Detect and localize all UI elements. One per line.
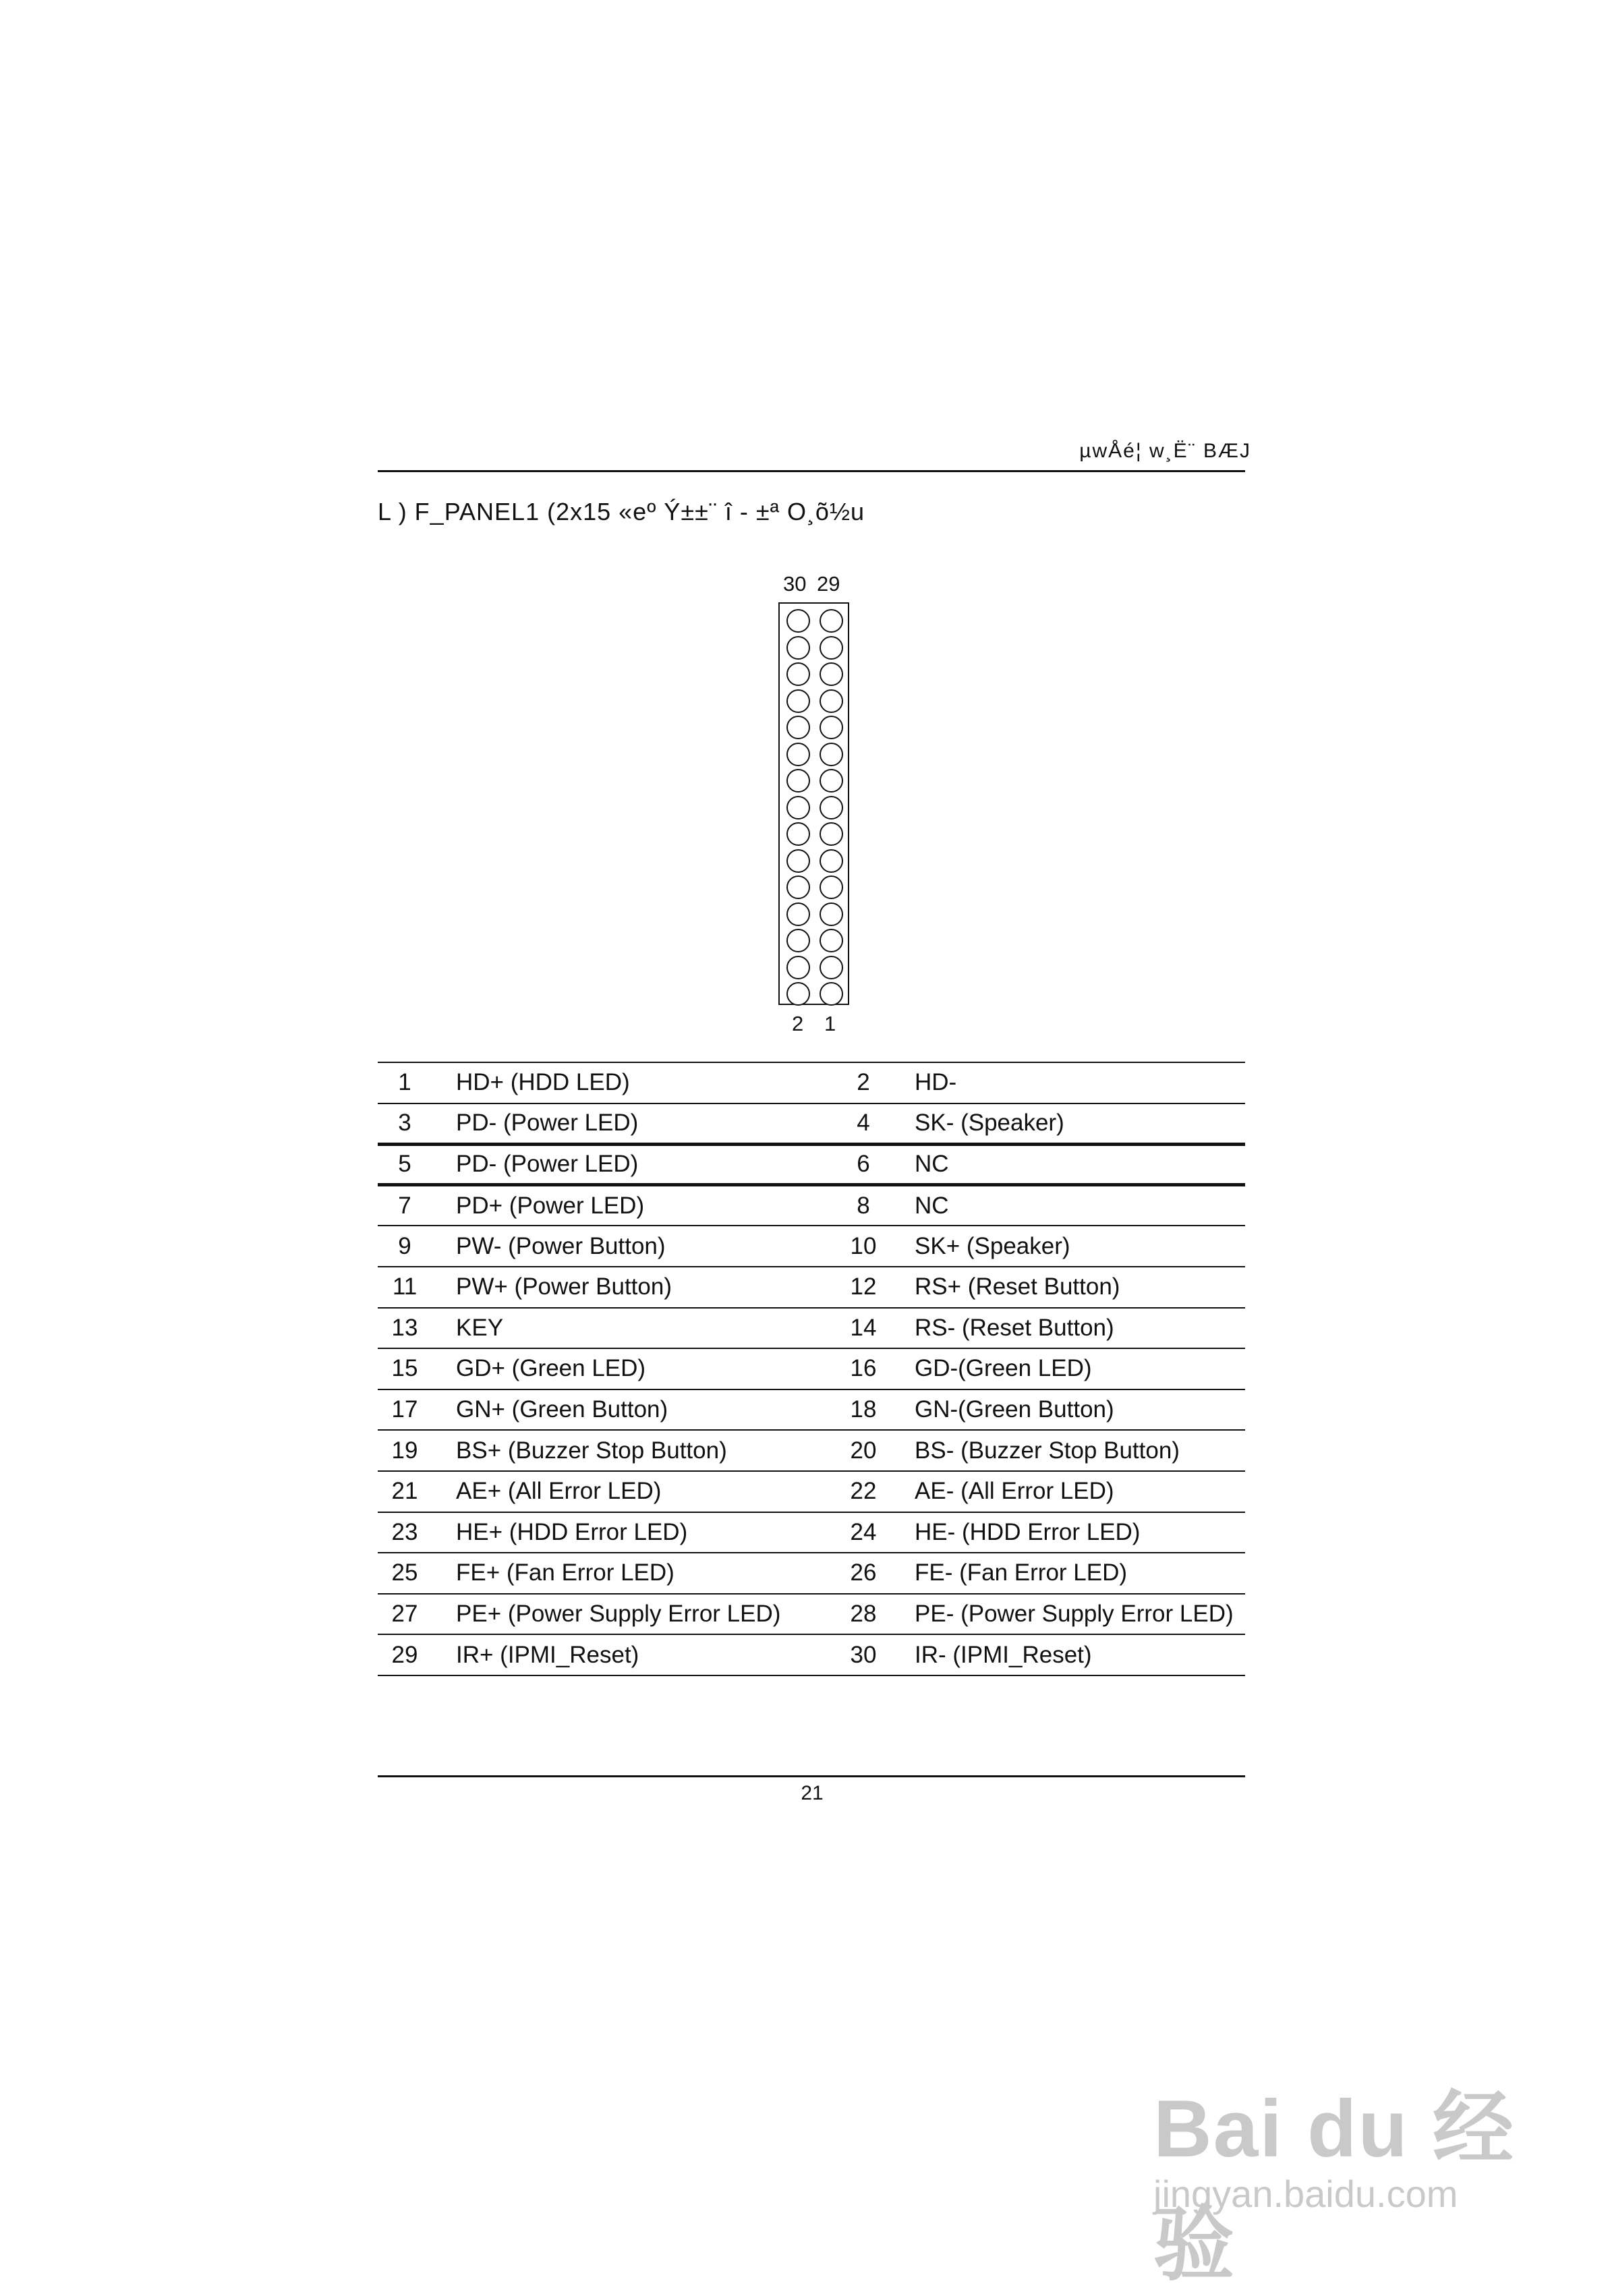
pin-assignment-table bbox=[378, 1062, 1245, 1676]
connector-pin bbox=[786, 743, 810, 766]
pin-description: HD+ (HDD LED) bbox=[432, 1062, 827, 1103]
connector-pin bbox=[786, 902, 810, 926]
table-row bbox=[378, 1103, 1245, 1145]
pin-description: GN+ (Green Button) bbox=[432, 1389, 827, 1431]
connector-pin bbox=[820, 716, 843, 739]
watermark-url: jingyan.baidu.com bbox=[1153, 2173, 1458, 2215]
pin-number: 18 bbox=[827, 1389, 900, 1431]
pin-number: 13 bbox=[378, 1308, 432, 1349]
connector-pin bbox=[820, 902, 843, 926]
connector-pin bbox=[820, 982, 843, 1006]
table-row bbox=[378, 1267, 1245, 1308]
table-row bbox=[378, 1594, 1245, 1635]
connector-pin bbox=[786, 716, 810, 739]
connector-pin bbox=[820, 609, 843, 633]
table-row bbox=[378, 1471, 1245, 1512]
pin-description: PD+ (Power LED) bbox=[432, 1185, 827, 1226]
pin-description: BS- (Buzzer Stop Button) bbox=[900, 1430, 1245, 1471]
pin-description: GN-(Green Button) bbox=[900, 1389, 1245, 1431]
pin-description: PW- (Power Button) bbox=[432, 1226, 827, 1267]
connector-pin bbox=[820, 876, 843, 899]
connector-pin bbox=[786, 636, 810, 660]
pin-description: RS+ (Reset Button) bbox=[900, 1267, 1245, 1308]
header-rule bbox=[378, 470, 1245, 472]
pin-label-1: 1 bbox=[824, 1012, 836, 1035]
table-row bbox=[378, 1185, 1245, 1226]
table-row bbox=[378, 1512, 1245, 1553]
connector-pin bbox=[786, 956, 810, 979]
connector-pin bbox=[820, 849, 843, 873]
pin-number: 12 bbox=[827, 1267, 900, 1308]
header-chapter-title: µwÅé¦ w¸Ë¨ BÆJ bbox=[1079, 440, 1251, 462]
pin-number: 8 bbox=[827, 1185, 900, 1226]
pin-number: 29 bbox=[378, 1634, 432, 1675]
pin-label-2: 2 bbox=[792, 1012, 804, 1035]
pin-description: PD- (Power LED) bbox=[432, 1103, 827, 1145]
connector-pin bbox=[786, 689, 810, 713]
pin-number: 15 bbox=[378, 1348, 432, 1389]
connector-pin bbox=[786, 876, 810, 899]
pin-description: AE- (All Error LED) bbox=[900, 1471, 1245, 1512]
table-row bbox=[378, 1144, 1245, 1185]
pin-number: 28 bbox=[827, 1594, 900, 1635]
f-panel-connector bbox=[778, 602, 849, 1005]
pin-number: 2 bbox=[827, 1062, 900, 1103]
pin-number: 21 bbox=[378, 1471, 432, 1512]
pin-description: GD+ (Green LED) bbox=[432, 1348, 827, 1389]
connector-pin bbox=[786, 822, 810, 846]
pin-number: 3 bbox=[378, 1103, 432, 1145]
pin-number: 24 bbox=[827, 1512, 900, 1553]
pin-description: IR+ (IPMI_Reset) bbox=[432, 1634, 827, 1675]
footer-rule bbox=[378, 1775, 1245, 1777]
pin-number: 9 bbox=[378, 1226, 432, 1267]
pin-description: GD-(Green LED) bbox=[900, 1348, 1245, 1389]
pin-description: KEY bbox=[432, 1308, 827, 1349]
pin-description: BS+ (Buzzer Stop Button) bbox=[432, 1430, 827, 1471]
pin-number: 30 bbox=[827, 1634, 900, 1675]
watermark-logo: Bai du 经验 bbox=[1153, 2084, 1516, 2290]
pin-description: PW+ (Power Button) bbox=[432, 1267, 827, 1308]
connector-pin bbox=[820, 689, 843, 713]
pin-number: 27 bbox=[378, 1594, 432, 1635]
section-title: L ) F_PANEL1 (2x15 «eº Ý±±¨ î - ±ª O¸õ½u bbox=[378, 498, 865, 525]
pin-description: NC bbox=[900, 1144, 1245, 1185]
table-row bbox=[378, 1308, 1245, 1349]
pin-number: 23 bbox=[378, 1512, 432, 1553]
connector-pin bbox=[820, 769, 843, 793]
pin-number: 10 bbox=[827, 1226, 900, 1267]
table-row bbox=[378, 1348, 1245, 1389]
page-number: 21 bbox=[801, 1782, 824, 1804]
pin-number: 16 bbox=[827, 1348, 900, 1389]
connector-pin bbox=[786, 609, 810, 633]
table-row bbox=[378, 1389, 1245, 1431]
pin-number: 26 bbox=[827, 1553, 900, 1594]
connector-pin bbox=[786, 662, 810, 686]
pin-description: PE+ (Power Supply Error LED) bbox=[432, 1594, 827, 1635]
table-row bbox=[378, 1553, 1245, 1594]
pin-description: PE- (Power Supply Error LED) bbox=[900, 1594, 1245, 1635]
pin-description: FE+ (Fan Error LED) bbox=[432, 1553, 827, 1594]
pin-number: 11 bbox=[378, 1267, 432, 1308]
pin-description: IR- (IPMI_Reset) bbox=[900, 1634, 1245, 1675]
connector-pin bbox=[786, 929, 810, 952]
pin-description: AE+ (All Error LED) bbox=[432, 1471, 827, 1512]
pin-number: 19 bbox=[378, 1430, 432, 1471]
pin-label-29: 29 bbox=[817, 572, 840, 596]
pin-description: NC bbox=[900, 1185, 1245, 1226]
pin-description: FE- (Fan Error LED) bbox=[900, 1553, 1245, 1594]
pin-number: 22 bbox=[827, 1471, 900, 1512]
pin-number: 7 bbox=[378, 1185, 432, 1226]
pin-label-30: 30 bbox=[783, 572, 807, 596]
table-row bbox=[378, 1634, 1245, 1675]
connector-pin bbox=[820, 796, 843, 820]
table-row bbox=[378, 1430, 1245, 1471]
connector-pin bbox=[820, 743, 843, 766]
pin-number: 14 bbox=[827, 1308, 900, 1349]
connector-pin bbox=[820, 929, 843, 952]
connector-pin bbox=[786, 849, 810, 873]
pin-description: RS- (Reset Button) bbox=[900, 1308, 1245, 1349]
connector-pin bbox=[820, 636, 843, 660]
connector-pin bbox=[786, 769, 810, 793]
connector-pin bbox=[786, 982, 810, 1006]
table-row bbox=[378, 1062, 1245, 1103]
pin-description: SK+ (Speaker) bbox=[900, 1226, 1245, 1267]
table-row bbox=[378, 1226, 1245, 1267]
baidu-watermark bbox=[1140, 2037, 1572, 2290]
pin-description: PD- (Power LED) bbox=[432, 1144, 827, 1185]
pin-number: 20 bbox=[827, 1430, 900, 1471]
pin-number: 25 bbox=[378, 1553, 432, 1594]
pin-number: 5 bbox=[378, 1144, 432, 1185]
connector-pin bbox=[820, 662, 843, 686]
pin-description: HD- bbox=[900, 1062, 1245, 1103]
connector-pin bbox=[820, 956, 843, 979]
pin-number: 17 bbox=[378, 1389, 432, 1431]
pin-number: 1 bbox=[378, 1062, 432, 1103]
pin-description: HE+ (HDD Error LED) bbox=[432, 1512, 827, 1553]
pin-description: HE- (HDD Error LED) bbox=[900, 1512, 1245, 1553]
pin-description: SK- (Speaker) bbox=[900, 1103, 1245, 1145]
connector-pin bbox=[820, 822, 843, 846]
pin-number: 6 bbox=[827, 1144, 900, 1185]
connector-pin bbox=[786, 796, 810, 820]
pin-number: 4 bbox=[827, 1103, 900, 1145]
